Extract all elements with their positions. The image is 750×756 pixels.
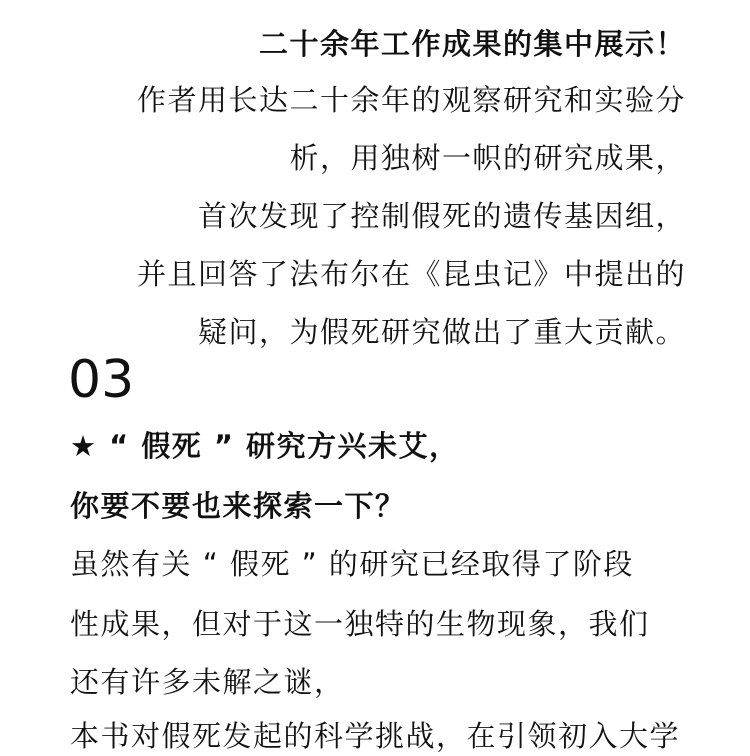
intro-heading: 二十余年工作成果的集中展示！ [258,27,686,61]
section-headline-1: ★ “ 假死 ” 研究方兴未艾， [70,429,460,463]
intro-line-3: 首次发现了控制假死的遗传基因组， [197,199,686,233]
intro-line-1: 作者用长达二十余年的观察研究和实验分 [136,83,686,117]
intro-line-4: 并且回答了法布尔在《昆虫记》中提出的 [136,257,686,291]
section-body-line-3: 还有许多未解之谜， [70,665,345,699]
intro-line-5: 疑问，为假死研究做出了重大贡献。 [197,315,686,349]
section-body-line-1: 虽然有关 “ 假死 ” 的研究已经取得了阶段 [70,547,634,581]
section-body-line-2: 性成果，但对于这一独特的生物现象，我们 [70,607,650,641]
intro-line-2: 析，用独树一帜的研究成果， [289,141,686,175]
section-number: 03 [68,350,135,410]
section-headline-2: 你要不要也来探索一下？ [70,489,406,523]
section-body-line-4-partial: 本书对假死发起的科学挑战，在引领初入大学 [70,719,681,753]
